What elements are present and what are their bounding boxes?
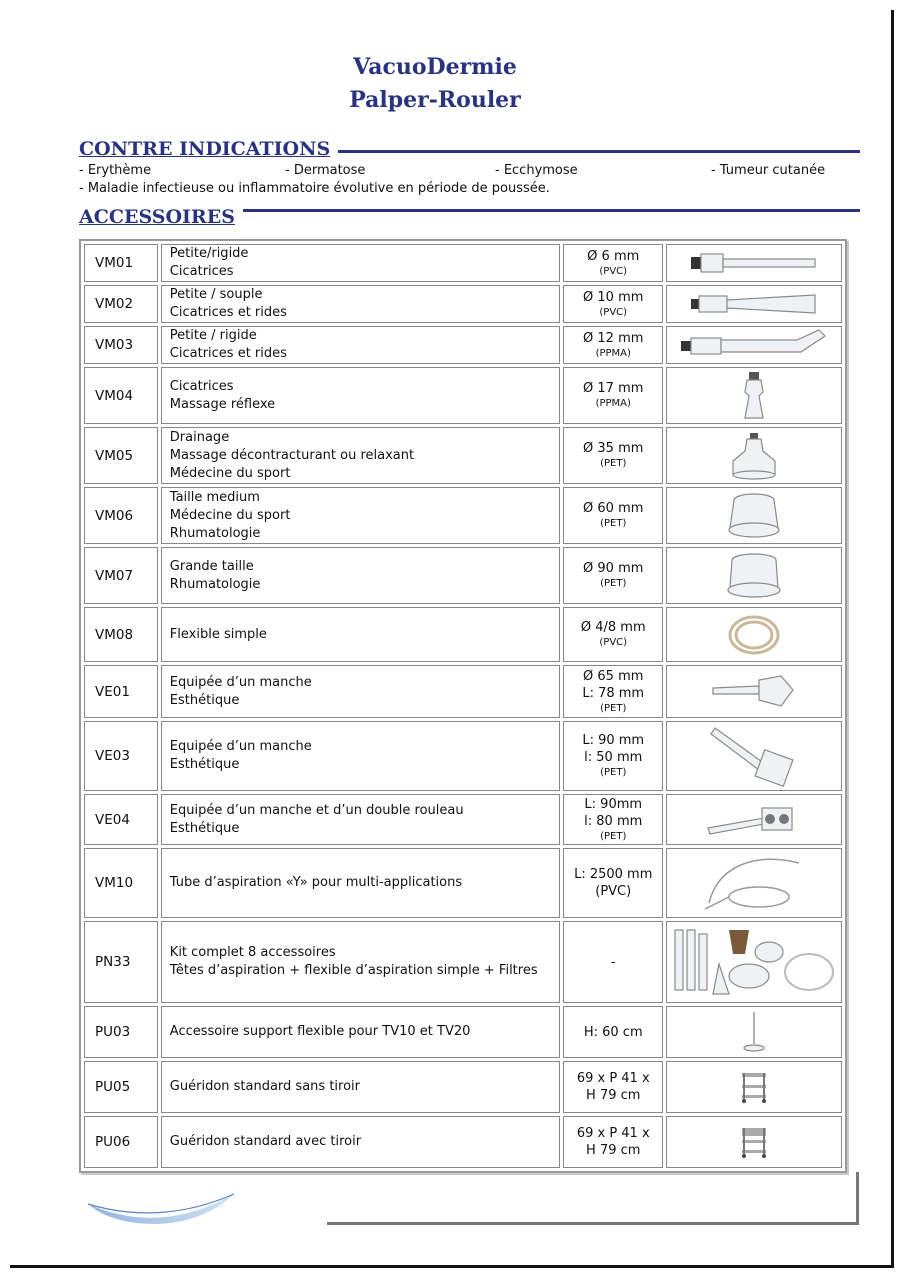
description-line: Médecine du sport — [169, 507, 291, 523]
product-dimensions — [563, 487, 663, 544]
description-line: Têtes d’aspiration + flexible d’aspiration simple + Filtres — [169, 963, 538, 978]
table-row — [84, 326, 842, 364]
dimension-line: H 79 cm — [586, 1143, 641, 1158]
accessories-table — [79, 239, 847, 1173]
product-dimensions — [563, 1006, 663, 1058]
description-line: Grande taille — [169, 558, 254, 574]
description-line: Taille medium — [169, 489, 260, 505]
dimension-line: L: 90mm — [584, 796, 643, 812]
product-dimensions — [563, 244, 663, 282]
product-code: PU03 — [84, 1006, 158, 1058]
product-image — [666, 244, 842, 282]
table-row — [84, 547, 842, 604]
dimension-line: Ø 65 mm — [583, 668, 644, 684]
product-dimensions — [563, 665, 663, 718]
table-row — [84, 1006, 842, 1058]
bent-tube-icon — [667, 328, 841, 362]
description-line: Drainage — [169, 429, 230, 445]
handled-head-icon — [667, 724, 841, 788]
table-row — [84, 665, 842, 718]
product-code: VM01 — [84, 244, 158, 282]
description-line: Cicatrices — [169, 264, 234, 279]
product-code: VM06 — [84, 487, 158, 544]
product-dimensions — [563, 547, 663, 604]
dimension-line: Ø 4/8 mm — [580, 620, 646, 635]
product-dimensions — [563, 427, 663, 484]
product-image — [666, 1061, 842, 1113]
material-label: (PET) — [600, 578, 627, 589]
product-code: VM04 — [84, 367, 158, 424]
product-code: VE03 — [84, 721, 158, 791]
product-dimensions — [563, 367, 663, 424]
dimension-line: (PVC) — [595, 884, 632, 899]
table-row — [84, 721, 842, 791]
dimension-line: 69 x P 41 x — [576, 1126, 650, 1141]
table-row — [84, 367, 842, 424]
table-row — [84, 427, 842, 484]
description-line: Equipée d’un manche — [169, 674, 312, 690]
page-subtitle: Palper-Rouler — [349, 87, 521, 113]
dimension-line: Ø 12 mm — [583, 330, 644, 346]
dimension-line: L: 2500 mm — [574, 867, 653, 882]
product-image — [666, 665, 842, 718]
cup-icon — [667, 431, 841, 481]
description-line: Guéridon standard avec tiroir — [169, 1134, 362, 1149]
description-line: Equipée d’un manche — [169, 739, 312, 754]
description-line: Flexible simple — [169, 626, 267, 642]
dimension-line: Ø 17 mm — [583, 381, 644, 396]
dimension-line: l: 50 mm — [584, 750, 643, 765]
table-row — [84, 487, 842, 544]
description-line: Esthétique — [169, 820, 240, 836]
product-image — [666, 721, 842, 791]
product-dimensions — [563, 1116, 663, 1168]
dimension-line: Ø 60 mm — [583, 501, 644, 516]
description-line: Rhumatologie — [169, 525, 261, 541]
page-bottom-border — [10, 1265, 894, 1268]
table-row — [84, 1061, 842, 1113]
narrow-rigid-tube-icon — [667, 251, 841, 275]
material-label: (PVC) — [599, 637, 628, 648]
table-row — [84, 607, 842, 662]
product-image — [666, 285, 842, 323]
dimension-line: Ø 10 mm — [583, 289, 644, 305]
contre-indication-item: - Erythème — [79, 163, 152, 178]
roller-handle-icon — [667, 800, 841, 840]
product-code: VM08 — [84, 607, 158, 662]
material-label: (PPMA) — [595, 347, 631, 359]
description-line: Massage décontracturant ou relaxant — [169, 447, 415, 463]
accessoires-heading: ACCESSOIRES — [79, 206, 243, 228]
product-description — [161, 721, 561, 791]
product-image — [666, 547, 842, 604]
table-row — [84, 848, 842, 918]
material-label: (PPMA) — [595, 398, 631, 409]
table-row — [84, 1116, 842, 1168]
description-line: Petite/rigide — [169, 246, 249, 261]
description-line: Accessoire support flexible pour TV10 et TV20 — [169, 1024, 471, 1039]
trolley-drawer-icon — [667, 1125, 841, 1159]
medium-cup-icon — [667, 490, 841, 542]
description-line: Massage réflexe — [169, 396, 276, 412]
product-dimensions — [563, 326, 663, 364]
product-description — [161, 848, 561, 918]
material-label: (PVC) — [599, 306, 628, 318]
y-tube-icon — [667, 853, 841, 913]
product-image — [666, 427, 842, 484]
product-image — [666, 794, 842, 845]
dimension-line: L: 78 mm — [582, 685, 645, 701]
page-title: VacuoDermie — [353, 54, 517, 80]
material-label: (PET) — [600, 830, 627, 842]
dimension-line: Ø 90 mm — [583, 561, 644, 576]
product-description — [161, 547, 561, 604]
product-code: PU05 — [84, 1061, 158, 1113]
contre-indications-rule — [312, 150, 860, 153]
product-dimensions — [563, 848, 663, 918]
dimension-line: Ø 35 mm — [583, 441, 644, 456]
material-label: (PET) — [600, 767, 627, 778]
accessoires-rule — [228, 209, 860, 212]
dimension-line: 69 x P 41 x — [576, 1071, 650, 1086]
product-code: VE01 — [84, 665, 158, 718]
product-description — [161, 285, 561, 323]
product-image — [666, 326, 842, 364]
large-cup-icon — [667, 550, 841, 602]
description-line: Esthétique — [169, 692, 240, 708]
product-description — [161, 427, 561, 484]
description-line: Médecine du sport — [169, 465, 291, 481]
product-image — [666, 848, 842, 918]
product-dimensions — [563, 921, 663, 1003]
table-row — [84, 794, 842, 845]
description-line: Petite / rigide — [169, 328, 257, 343]
dimension-line: H 79 cm — [586, 1088, 641, 1103]
product-image — [666, 367, 842, 424]
product-dimensions — [563, 1061, 663, 1113]
footer-rule-vertical — [856, 1172, 859, 1224]
handled-cup-icon — [667, 672, 841, 712]
description-line: Kit complet 8 accessoires — [169, 945, 336, 960]
product-image — [666, 1116, 842, 1168]
description-line: Tube d’aspiration «Y» pour multi-applications — [169, 875, 463, 890]
product-code: PU06 — [84, 1116, 158, 1168]
dimension-line: H: 60 cm — [583, 1024, 643, 1040]
table-row — [84, 285, 842, 323]
dimension-line: L: 90 mm — [582, 733, 645, 748]
contre-indications-heading: CONTRE INDICATIONS — [79, 138, 338, 160]
product-description — [161, 1116, 561, 1168]
product-code: VM10 — [84, 848, 158, 918]
product-description — [161, 244, 561, 282]
product-code: VE04 — [84, 794, 158, 845]
description-line: Cicatrices et rides — [169, 305, 287, 320]
description-line: Equipée d’un manche et d’un double rouleau — [169, 802, 464, 818]
dimension-line: - — [610, 954, 616, 970]
description-line: Petite / souple — [169, 287, 263, 302]
contre-indication-item: - Tumeur cutanée — [711, 163, 826, 178]
material-label: (PET) — [600, 518, 627, 529]
product-description — [161, 794, 561, 845]
material-label: (PVC) — [599, 265, 628, 277]
product-description — [161, 607, 561, 662]
small-cup-icon — [667, 370, 841, 422]
product-image — [666, 921, 842, 1003]
product-description — [161, 1061, 561, 1113]
contre-indication-item: - Maladie infectieuse ou inflammatoire évolutive en période de poussée. — [79, 181, 550, 196]
product-dimensions — [563, 721, 663, 791]
product-dimensions — [563, 285, 663, 323]
product-description — [161, 326, 561, 364]
footer-rule-horizontal — [327, 1222, 859, 1225]
coiled-hose-icon — [667, 612, 841, 658]
product-dimensions — [563, 794, 663, 845]
contre-indication-item: - Dermatose — [285, 163, 366, 178]
product-description — [161, 921, 561, 1003]
product-code: VM07 — [84, 547, 158, 604]
product-code: VM03 — [84, 326, 158, 364]
product-image — [666, 1006, 842, 1058]
dimension-line: l: 80 mm — [584, 813, 643, 829]
description-line: Guéridon standard sans tiroir — [169, 1079, 360, 1094]
description-line: Esthétique — [169, 757, 240, 772]
soft-tube-icon — [667, 291, 841, 317]
table-row — [84, 921, 842, 1003]
flexible-support-icon — [667, 1010, 841, 1054]
product-description — [161, 665, 561, 718]
product-description — [161, 487, 561, 544]
accessory-kit-icon — [667, 924, 841, 1000]
product-image — [666, 607, 842, 662]
material-label: (PET) — [600, 702, 627, 714]
trolley-icon — [667, 1070, 841, 1104]
table-row — [84, 244, 842, 282]
page-right-border — [891, 10, 894, 1267]
product-code: VM02 — [84, 285, 158, 323]
dimension-line: Ø 6 mm — [587, 248, 640, 264]
product-description — [161, 1006, 561, 1058]
material-label: (PET) — [600, 458, 627, 469]
description-line: Cicatrices — [169, 378, 234, 394]
product-code: PN33 — [84, 921, 158, 1003]
product-dimensions — [563, 607, 663, 662]
contre-indication-item: - Ecchymose — [495, 163, 578, 178]
description-line: Rhumatologie — [169, 576, 261, 592]
description-line: Cicatrices et rides — [169, 346, 287, 361]
feather-logo — [84, 1188, 244, 1228]
product-description — [161, 367, 561, 424]
product-image — [666, 487, 842, 544]
product-code: VM05 — [84, 427, 158, 484]
